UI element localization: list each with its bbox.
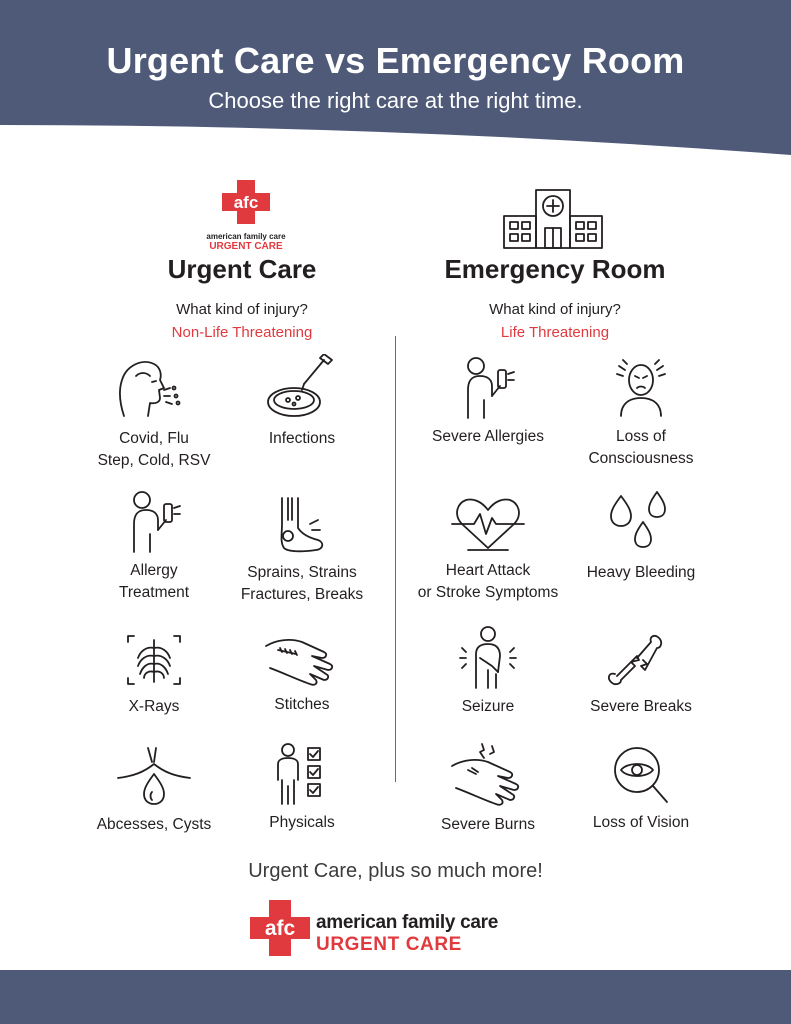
er-item-label: Heart Attack or Stroke Symptoms [417,562,559,601]
blood-drops-icon [601,488,681,556]
urgent-care-title: Urgent Care [167,254,317,284]
er-item-burns [408,740,568,836]
inhaler-icon [114,490,194,554]
afc-logo-line2: URGENT CARE [209,241,283,252]
footer-brand-name: american family care [316,912,499,933]
er-item-label: Seizure [461,698,515,715]
er-item-vision [561,742,721,834]
er-item-label: Heavy Bleeding [586,564,696,581]
header-banner [0,0,791,160]
er-item-label: Severe Burns [441,816,535,833]
footer-logo-text: afc [264,917,296,940]
hospital-icon [500,186,606,250]
afc-cross-icon [248,898,312,958]
stitched-hand-icon [262,630,342,688]
foot-icon [262,494,342,556]
uc-item-infections [222,354,382,450]
xray-icon [114,630,194,690]
emergency-room-title: Emergency Room [444,254,666,284]
uc-item-allergy [74,490,234,604]
footer-brand-logo [248,898,548,960]
heartbeat-icon [448,494,528,554]
emergency-room-question: What kind of injury? [489,301,621,318]
er-item-heart [408,494,568,604]
er-item-label: Loss of Vision [592,814,690,831]
uc-item-label: Stitches [274,696,330,713]
er-item-bleeding [561,488,721,584]
uc-item-stitches [222,630,382,716]
uc-item-label: Allergy Treatment [118,562,190,601]
petri-dish-icon [262,354,342,422]
inhaler-icon [448,356,528,420]
afc-logo-line1: american family care [206,232,286,241]
er-item-label: Severe Breaks [590,698,692,715]
urgent-care-question: What kind of injury? [176,301,308,318]
er-item-consciousness [561,356,721,470]
broken-bone-icon [601,630,681,690]
tagline: Urgent Care, plus so much more! [248,860,543,882]
eye-magnifier-icon [601,742,681,806]
er-item-label: Severe Allergies [431,428,544,445]
urgent-care-answer: Non-Life Threatening [171,324,313,341]
shaking-person-icon [448,624,528,690]
footer-brand-sub: URGENT CARE [316,934,462,955]
afc-logo [198,178,294,252]
uc-item-sprains [222,494,382,606]
urgent-care-heading [117,254,367,341]
sneeze-icon [114,356,194,422]
uc-item-label: Sprains, Strains Fractures, Breaks [240,564,364,603]
uc-item-physicals [222,742,382,834]
dizzy-person-icon [601,356,681,420]
column-divider [395,336,396,782]
uc-item-label: Abcesses, Cysts [96,816,212,833]
page-title: Urgent Care vs Emergency Room [106,40,685,81]
er-item-seizure [408,624,568,718]
uc-item-covid [74,356,234,472]
page-subtitle: Choose the right care at the right time. [208,88,583,113]
uc-item-label: Covid, Flu Step, Cold, RSV [97,430,211,469]
afc-cross-icon [220,178,272,226]
uc-item-xrays [74,630,234,718]
er-item-breaks [561,630,721,718]
lanced-cyst-icon [114,742,194,808]
afc-logo-text: afc [233,193,259,212]
emergency-room-answer: Life Threatening [500,324,610,341]
checklist-person-icon [262,742,342,806]
er-item-severe-allergies [408,356,568,448]
uc-item-abcesses [74,742,234,836]
footer-bar [0,970,791,1024]
burned-hand-icon [448,740,528,808]
uc-item-label: X-Rays [128,698,180,715]
uc-item-label: Infections [268,430,336,447]
er-item-label: Loss of Consciousness [588,428,694,467]
emergency-room-heading [410,254,700,341]
uc-item-label: Physicals [269,814,335,831]
